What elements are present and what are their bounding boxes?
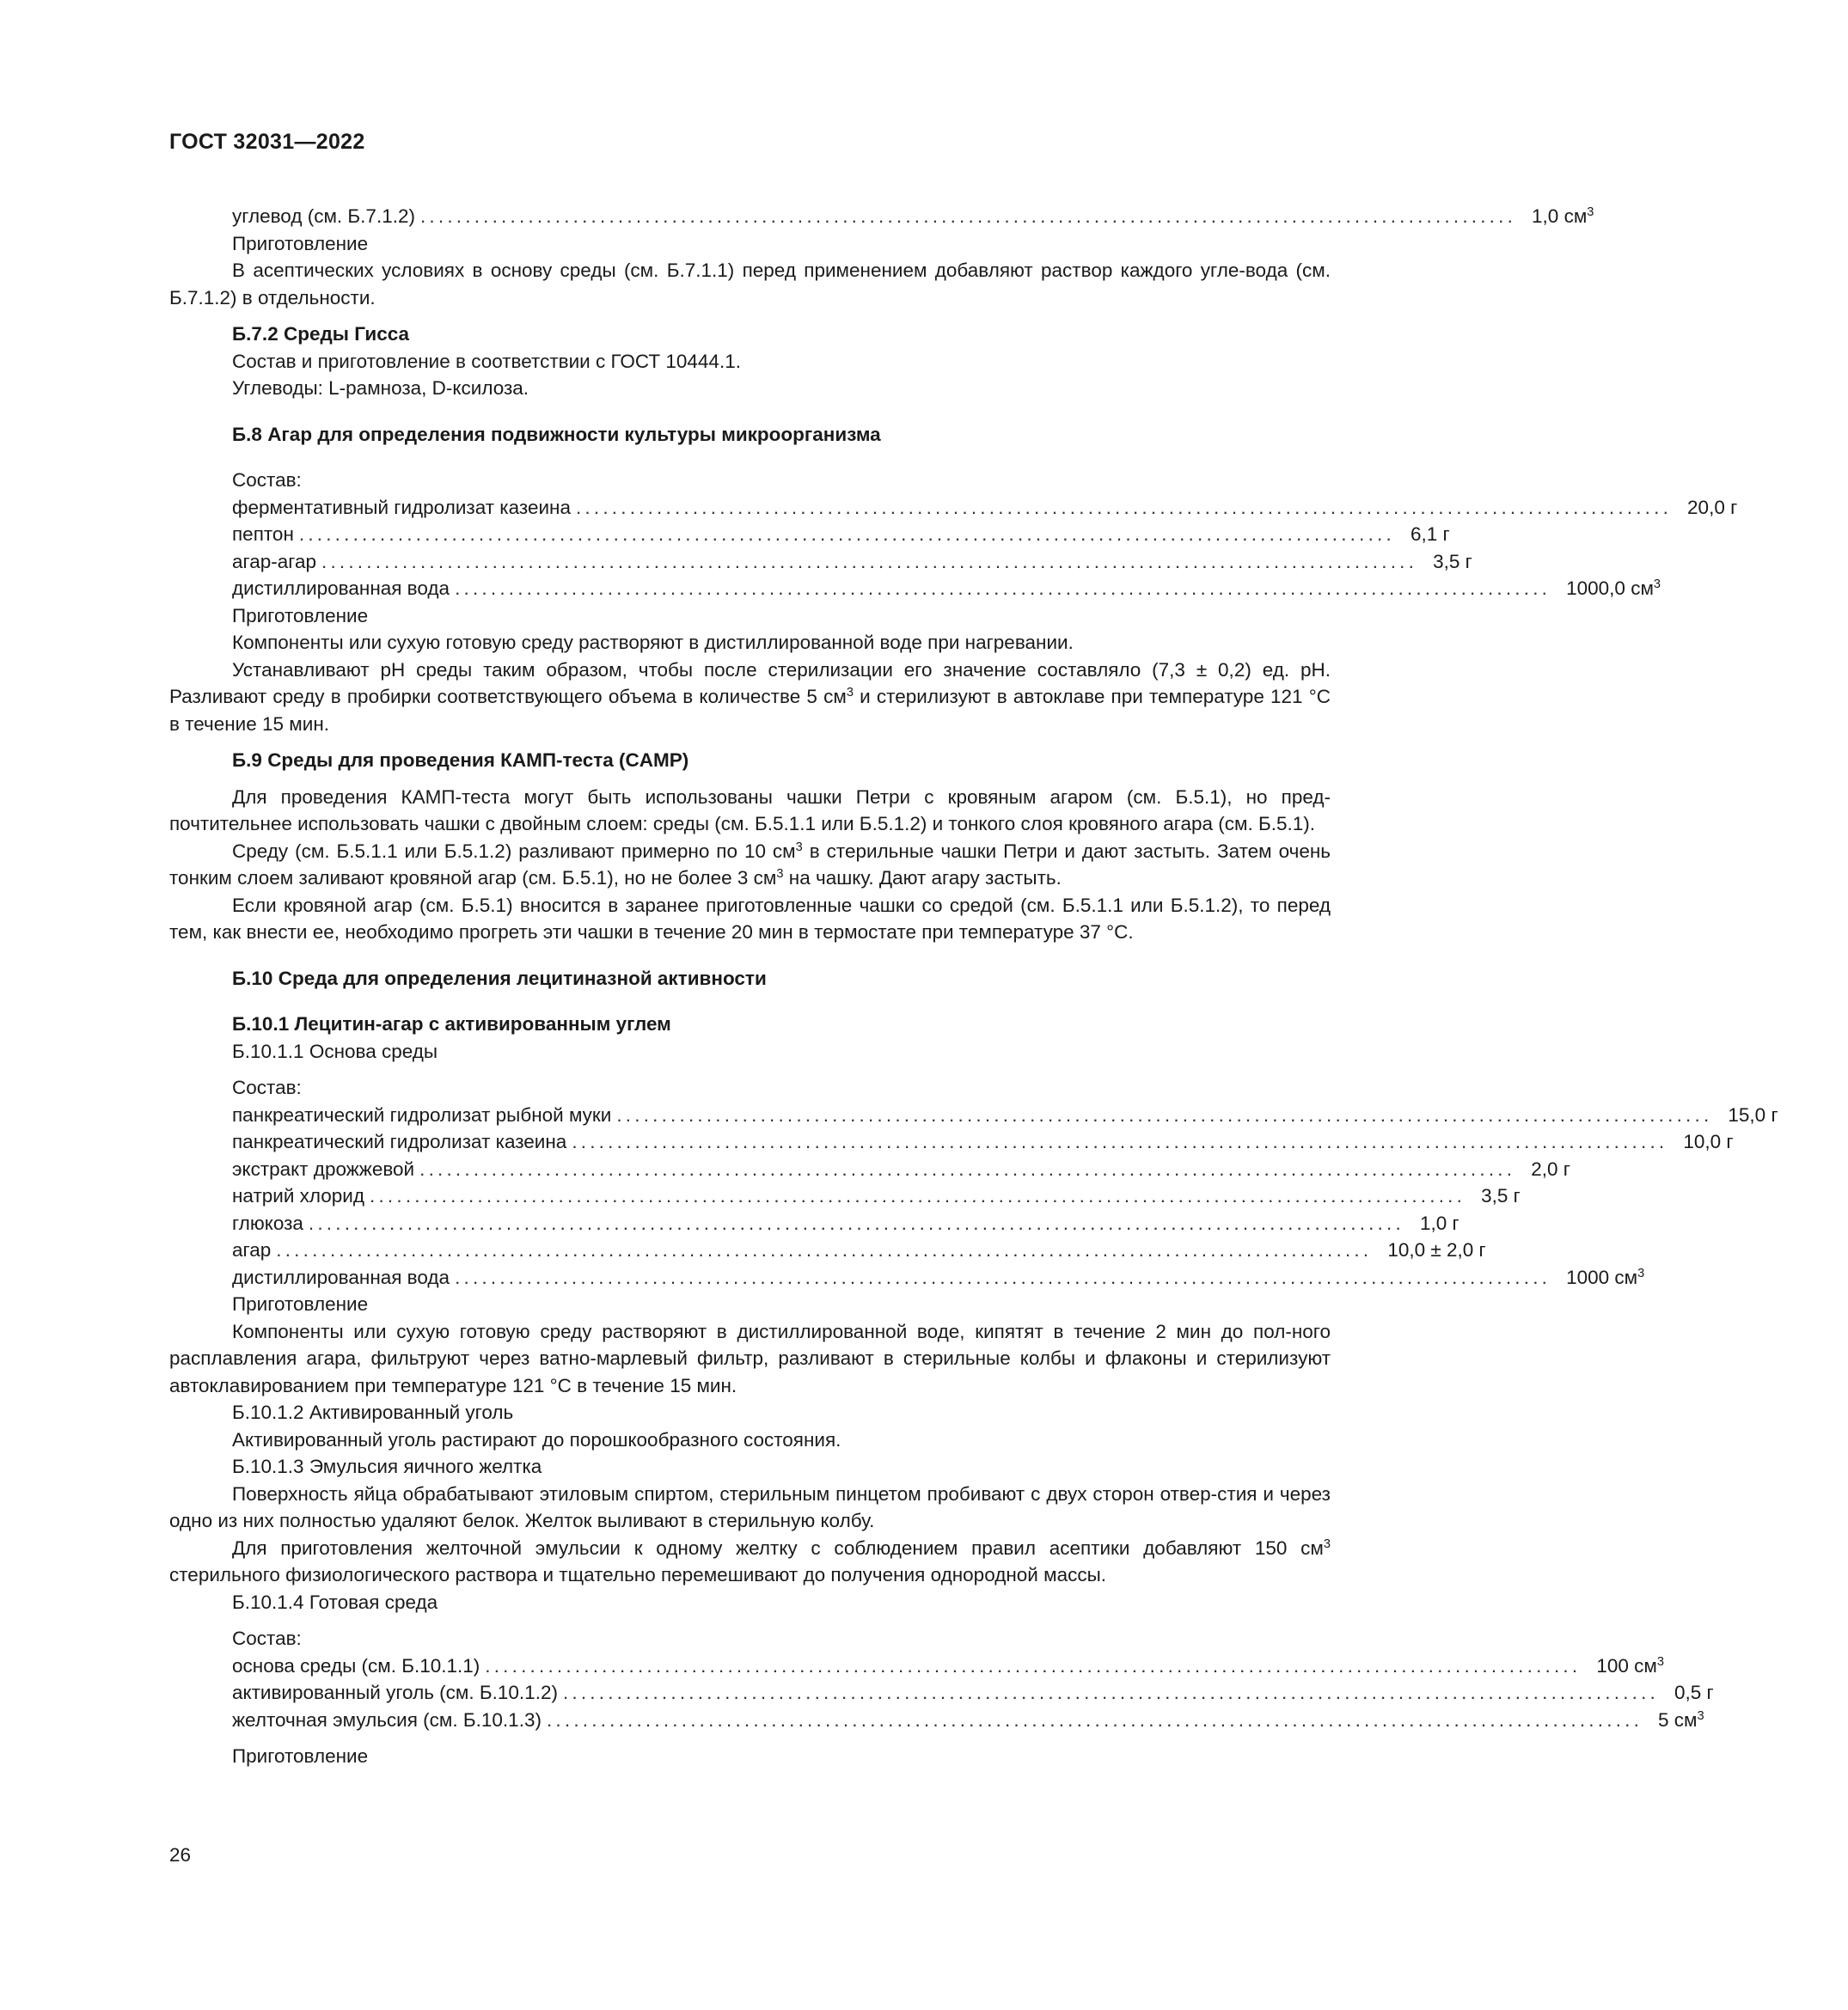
ingredient-value: 6,1 г xyxy=(1410,523,1450,545)
ingredient-value: 3,5 г xyxy=(1433,550,1472,572)
leader-dots: .......................................................................................................................... xyxy=(455,1266,1551,1288)
leader-dots: .......................................................................................................................... xyxy=(455,577,1551,599)
paragraph: Поверхность яйца обрабатывают этиловым спиртом, стерильным пинцетом пробивают с двух сторон отвер-стия и через одно из них полностью удаляют белок. Желток выливают в стерильную колбу. xyxy=(169,1482,1331,1531)
ingredient-value: 10,0 ± 2,0 г xyxy=(1387,1239,1486,1261)
ingredient-name: панкреатический гидролизат рыбной муки xyxy=(232,1103,612,1126)
leader-dots: .......................................................................................................................... xyxy=(321,550,1418,572)
paragraph: Компоненты или сухую готовую среду растворяют в дистиллированной воде при нагревании. xyxy=(232,632,1074,653)
clause-title: Б.10.1.4 Готовая среда xyxy=(232,1591,438,1613)
leader-dots: .......................................................................................................................... xyxy=(572,1131,1668,1152)
ingredient-value: 1,0 г xyxy=(1419,1212,1459,1234)
paragraph: В асептических условиях в основу среды (см. Б.7.1.1) перед применением добавляют раствор каждого угле-вода (см. Б.7.1.2) в отдельности. xyxy=(169,260,1331,309)
ingredient-value: 1000 $см^3$ xyxy=(1566,1266,1645,1288)
preparation-label: Приготовление xyxy=(232,604,369,626)
preparation-label: Приготовление xyxy=(232,1293,369,1315)
ingredient-row xyxy=(169,1102,1778,1129)
page-number: 26 xyxy=(169,1844,192,1866)
ingredient-row xyxy=(169,1156,1570,1183)
ingredient-row xyxy=(169,1707,1704,1734)
preparation-label: Приготовление xyxy=(232,1745,369,1767)
clause-title: Б.10.1.2 Активированный уголь xyxy=(232,1402,514,1423)
ingredient-name: активированный уголь (см. Б.10.1.2) xyxy=(232,1682,558,1703)
page-content xyxy=(169,203,1778,1770)
ingredient-row xyxy=(169,1679,1714,1707)
leader-dots: .......................................................................................................................... xyxy=(370,1185,1466,1207)
ingredient-value: 3,5 г xyxy=(1481,1185,1521,1207)
document-header: ГОСТ 32031—2022 xyxy=(169,130,365,154)
ingredient-name: агар-агар xyxy=(232,550,316,572)
paragraph: Устанавливают pH среды таким образом, чтобы после стерилизации его значение составляло (7,3 ± 0,2) ед. pH. Разливают среду в пробирки соответствующего объема в количестве 5 $см^3$ и стерилизуют в автоклаве при температуре 121 °C в течение 15 мин. xyxy=(169,658,1331,735)
leader-dots: .......................................................................................................................... xyxy=(276,1239,1373,1261)
leader-dots: .......................................................................................................................... xyxy=(419,1158,1516,1180)
leader-dots: .......................................................................................................................... xyxy=(298,523,1395,545)
ingredient-name: агар xyxy=(232,1239,272,1261)
ingredient-name: натрий хлорид xyxy=(232,1185,365,1207)
ingredient-value: 2,0 г xyxy=(1531,1158,1570,1180)
clause-title: Б.10.1.3 Эмульсия яичного желтка xyxy=(232,1456,542,1477)
paragraph: Активированный уголь растирают до порошкообразного состояния. xyxy=(232,1428,841,1451)
paragraph: Состав и приготовление в соответствии с ГОСТ 10444.1. xyxy=(232,350,741,372)
ingredient-name: углевод (см. Б.7.1.2) xyxy=(232,205,415,227)
ingredient-value: 1,0 $см^3$ xyxy=(1532,205,1594,227)
leader-dots: .......................................................................................................................... xyxy=(546,1708,1643,1731)
ingredient-name: дистиллированная вода xyxy=(232,577,450,599)
ingredient-value: 0,5 г xyxy=(1674,1682,1714,1703)
ingredient-row xyxy=(169,575,1661,602)
ingredient-row xyxy=(169,1237,1486,1264)
ingredient-row xyxy=(169,1128,1734,1156)
paragraph: Для приготовления желточной эмульсии к одному желтку с соблюдением правил асептики добавляют 150 $см^3$ стерильного физиологического раствора и тщательно перемешивают до получения однородной массы. xyxy=(169,1537,1331,1585)
subsection-heading: Б.10.1 Лецитин-агар с активированным углем xyxy=(232,1013,671,1035)
ingredient-name: ферментативный гидролизат казеина xyxy=(232,496,571,518)
ingredient-name: панкреатический гидролизат казеина xyxy=(232,1131,567,1152)
composition-label: Состав: xyxy=(232,469,302,491)
ingredient-row xyxy=(169,1210,1459,1237)
paragraph: Компоненты или сухую готовую среду растворяют в дистиллированной воде, кипятят в течение 2 мин до пол-ного расплавления агара, фильтруют через ватно-марлевый фильтр, разливают в стерильные колбы и флаконы и стерилизуют автоклавированием при температуре 121 °C в течение 15 мин. xyxy=(169,1320,1331,1396)
leader-dots: .......................................................................................................................... xyxy=(575,496,1673,518)
ingredient-row xyxy=(169,1653,1664,1680)
ingredient-name: дистиллированная вода xyxy=(232,1266,450,1288)
ingredient-value: 1000,0 $см^3$ xyxy=(1566,577,1661,599)
composition-label: Состав: xyxy=(232,1628,302,1649)
ingredient-row xyxy=(169,548,1472,576)
leader-dots: .......................................................................................................................... xyxy=(419,205,1517,227)
composition-label: Состав: xyxy=(232,1077,302,1098)
leader-dots: .......................................................................................................................... xyxy=(308,1212,1404,1234)
ingredient-name: основа среды (см. Б.10.1.1) xyxy=(232,1654,480,1677)
ingredient-name: глюкоза xyxy=(232,1212,303,1234)
paragraph: Среду (см. Б.5.1.1 или Б.5.1.2) разливают примерно по 10 $см^3$ в стерильные чашки Петри и дают застыть. Затем очень тонким слоем заливают кровяной агар (см. Б.5.1), но не более 3 $см^3$ на чашку. Дают агару застыть. xyxy=(169,840,1331,889)
ingredient-row xyxy=(169,494,1738,522)
ingredient-value: 5 $см^3$ xyxy=(1658,1708,1704,1731)
ingredient-name: пептон xyxy=(232,523,294,545)
leader-dots: .......................................................................................................................... xyxy=(485,1654,1582,1677)
section-heading: Б.8 Агар для определения подвижности культуры микроорганизма xyxy=(232,423,881,445)
ingredient-row xyxy=(169,203,1594,230)
ingredient-value: 20,0 г xyxy=(1687,496,1738,518)
paragraph: Если кровяной агар (см. Б.5.1) вносится в заранее приготовленные чашки со средой (см. Б.5.1.1 или Б.5.1.2), то перед тем, как внести ее, необходимо прогреть эти чашки в течение 20 мин в термостате при температуре 37 °C. xyxy=(169,894,1331,943)
ingredient-name: желточная эмульсия (см. Б.10.1.3) xyxy=(232,1708,542,1731)
clause-title: Б.10.1.1 Основа среды xyxy=(232,1040,438,1062)
ingredient-name: экстракт дрожжевой xyxy=(232,1158,415,1180)
paragraph: Углеводы: L-рамноза, D-ксилоза. xyxy=(232,377,529,399)
ingredient-value: 10,0 г xyxy=(1683,1131,1734,1152)
paragraph: Для проведения КАМП-теста могут быть использованы чашки Петри с кровяным агаром (см. Б.5.1), но пред-почтительнее использовать чашки с двойным слоем: среды (см. Б.5.1.1 или Б.5.1.2) и тонкого слоя кровяного агара (см. Б.5.1). xyxy=(169,785,1331,834)
preparation-label: Приготовление xyxy=(232,232,369,254)
section-heading: Б.7.2 Среды Гисса xyxy=(232,323,410,345)
ingredient-value: 100 $см^3$ xyxy=(1596,1654,1664,1677)
ingredient-value: 15,0 г xyxy=(1728,1103,1778,1126)
leader-dots: .......................................................................................................................... xyxy=(616,1103,1713,1126)
ingredient-row xyxy=(169,521,1450,548)
ingredient-row xyxy=(169,1182,1521,1210)
ingredient-row xyxy=(169,1264,1645,1292)
section-heading: Б.9 Среды для проведения КАМП-теста (CAMP) xyxy=(232,749,689,771)
section-heading: Б.10 Среда для определения лецитиназной активности xyxy=(232,967,767,989)
leader-dots: .......................................................................................................................... xyxy=(562,1682,1660,1703)
